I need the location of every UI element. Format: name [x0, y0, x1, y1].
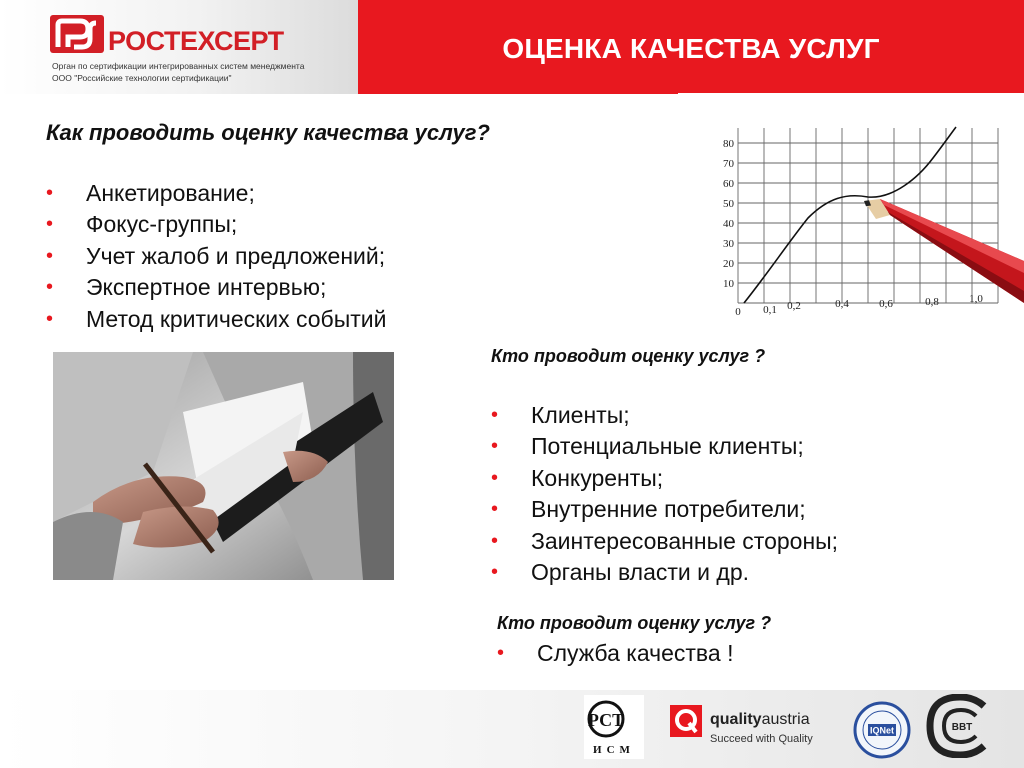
section-heading-how: Как проводить оценку качества услуг?: [46, 120, 490, 145]
pencil-icon: [864, 199, 1024, 303]
list-item: [491, 494, 838, 525]
quality-austria-logo: [670, 705, 830, 751]
bullet-icon: •: [46, 213, 54, 236]
y-tick-label: 80: [723, 138, 734, 150]
y-tick-label: 50: [723, 198, 734, 210]
list-item-text: Фокус-группы;: [86, 211, 238, 238]
bullet-icon: •: [491, 561, 499, 584]
y-tick-label: 20: [723, 258, 734, 270]
tagline-line-2: ООО "Российские технологии сертификации": [52, 73, 232, 83]
list-item: [497, 638, 733, 669]
list-item: [46, 304, 386, 335]
bullet-icon: •: [491, 498, 499, 521]
section-heading-who: Кто проводит оценку услуг ?: [491, 346, 766, 366]
quality-austria-tagline: Succeed with Quality: [710, 733, 813, 745]
bbt-logo-icon: [924, 694, 994, 758]
qa-name-rest: austria: [761, 711, 810, 728]
list-item: [491, 400, 838, 431]
rost-certification-logo-icon: [584, 695, 644, 759]
rost-letters: ИСМ: [593, 744, 635, 756]
list-item-text: Органы власти и др.: [531, 559, 749, 586]
x-tick-label: 0,1: [763, 304, 777, 316]
bullet-icon: •: [491, 466, 499, 489]
x-tick-label: 0,6: [879, 298, 893, 310]
rost-mark-text: РСТ: [587, 710, 625, 730]
iqnet-text: IQNet: [869, 725, 895, 736]
y-tick-label: 30: [723, 238, 734, 250]
list-item: [491, 431, 838, 462]
quality-austria-name: [710, 711, 810, 729]
bullet-icon: •: [46, 244, 54, 267]
x-tick-label: 0: [735, 306, 741, 318]
x-tick-label: 0,2: [787, 300, 801, 312]
method-list: [46, 178, 386, 335]
list-item: [491, 463, 838, 494]
page-title: ОЦЕНКА КАЧЕСТВА УСЛУГ: [502, 33, 880, 64]
list-item-text: Клиенты;: [531, 402, 630, 428]
bullet-icon: •: [491, 404, 499, 426]
list-item: [46, 209, 386, 240]
bullet-icon: •: [491, 435, 499, 458]
graph-y-axis-labels: [723, 138, 735, 290]
tagline-line-1: Орган по сертификации интегрированных систем менеджмента: [52, 61, 305, 71]
bullet-icon: •: [46, 307, 54, 330]
bbt-text: BBT: [951, 722, 973, 733]
list-item-text: Конкуренты;: [531, 464, 664, 491]
brand-name: РОСТЕХСЕРТ: [108, 26, 284, 56]
y-tick-label: 10: [723, 278, 734, 290]
x-tick-label: 0,4: [835, 298, 849, 310]
y-tick-label: 70: [723, 158, 734, 170]
brand-tagline: [52, 60, 304, 84]
list-item-text: Экспертное интервью;: [86, 274, 327, 301]
list-item: [491, 557, 838, 588]
x-tick-label: 0,8: [925, 296, 939, 308]
evaluators-list: [491, 400, 838, 588]
quality-austria-q-icon: [670, 705, 702, 737]
list-item-text: Учет жалоб и предложений;: [86, 242, 386, 269]
y-tick-label: 60: [723, 178, 734, 190]
graph-curve: [744, 127, 956, 303]
bullet-icon: •: [46, 182, 54, 204]
quality-service-list: [497, 638, 733, 669]
bullet-icon: •: [491, 529, 499, 552]
list-item: [46, 272, 386, 303]
business-photo: [53, 352, 394, 580]
header-logo-area: [0, 0, 358, 94]
graph-illustration: [678, 93, 1024, 351]
bullet-icon: •: [497, 642, 505, 664]
list-item: [46, 178, 386, 209]
list-item: [491, 526, 838, 557]
rostexcert-logo-icon: [50, 15, 104, 53]
list-item-text: Анкетирование;: [86, 180, 255, 206]
bullet-icon: •: [46, 276, 54, 299]
list-item-text: Заинтересованные стороны;: [531, 527, 839, 554]
y-tick-label: 40: [723, 218, 734, 230]
list-item-text: Служба качества !: [537, 640, 734, 666]
list-item-text: Метод критических событий: [86, 305, 387, 332]
list-item-text: Внутренние потребители;: [531, 496, 806, 523]
x-tick-label: 1,0: [969, 293, 983, 305]
list-item: [46, 241, 386, 272]
qa-name-bold: quality: [710, 711, 762, 728]
graph-grid: [738, 128, 998, 303]
section-heading-who-2: Кто проводит оценку услуг ?: [497, 613, 772, 633]
list-item-text: Потенциальные клиенты;: [531, 433, 804, 460]
iqnet-logo-icon: [852, 700, 912, 760]
header-title-bar: [358, 0, 1024, 94]
